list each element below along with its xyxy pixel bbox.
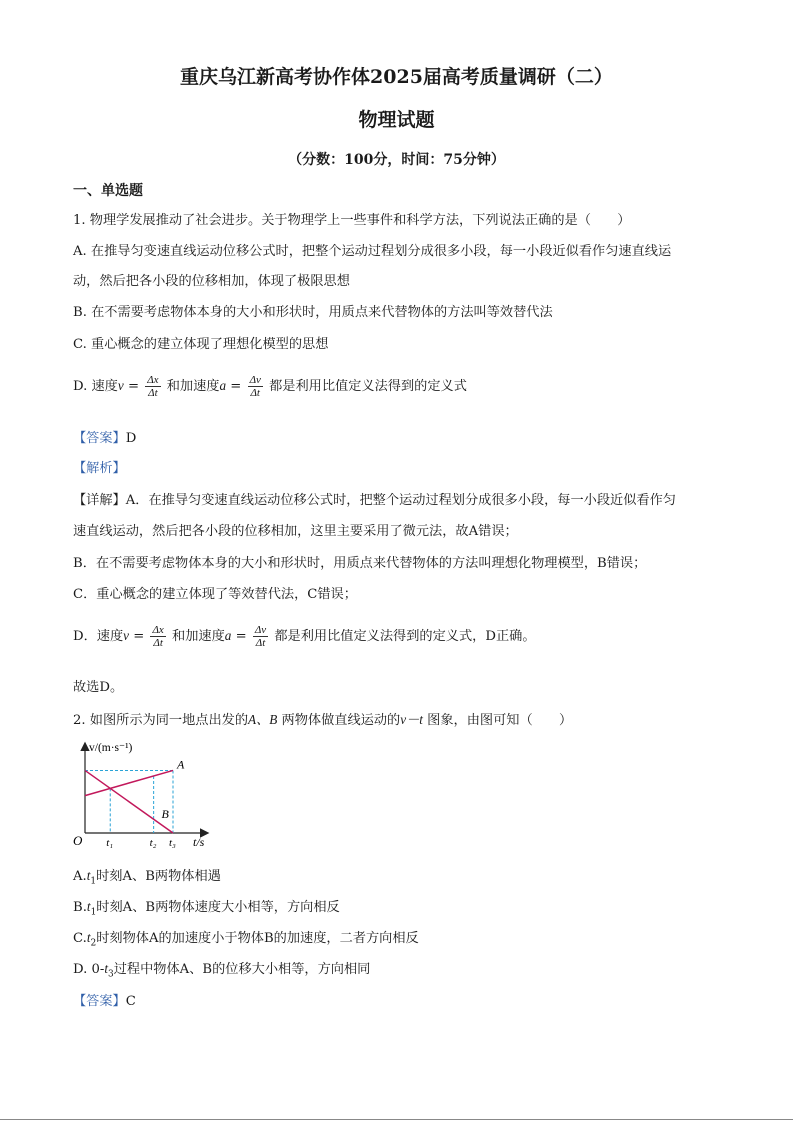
section-heading: 一、单选题 (73, 183, 143, 199)
q1-d-suffix: 都是利用比值定义法得到的定义式 (269, 379, 467, 394)
chart-series (85, 757, 185, 833)
q1-answer: 【答案】D (73, 431, 137, 446)
x-tick-label: t₃ (169, 837, 176, 849)
series-label-B: B (161, 807, 169, 822)
x-axis-label: t/s (193, 835, 205, 849)
q2-option-b: $B.t_1$时刻A、B两物体速度大小相等，方向相反 (73, 899, 340, 918)
q2-option-a: $A.t_1$时刻A、B两物体相遇 (73, 868, 221, 887)
q1-d-v: v (117, 378, 124, 393)
vt-graph (75, 738, 215, 850)
q1-detail-c: C．重心概念的建立体现了等效替代法，C错误； (73, 587, 357, 602)
q1-d-a: a (219, 378, 227, 393)
q1-detail-fraction-velocity: $\frac{\Delta x}{\Delta t}$ (152, 624, 164, 649)
series-line-A (85, 770, 173, 795)
chart-ticks (106, 837, 176, 849)
series-label-A: A (177, 757, 185, 772)
q1-detail-a-line2: 速直线运动，然后把各小段的位移相加，这里主要采用了微元法，故A错误； (73, 524, 518, 539)
q1-analysis-tag: 【解析】 (73, 461, 126, 476)
q1-d-eq: = (127, 379, 139, 394)
page-bottom-rule (0, 1119, 793, 1120)
q1-conclusion: 故选D。 (73, 680, 124, 695)
exam-meta: （分数：100分，时间：75分钟） (288, 152, 505, 168)
q2-option-c: $C.t_2$时刻物体A的加速度小于物体B的加速度，二者方向相反 (73, 930, 419, 949)
origin-label: O (73, 833, 83, 848)
q1-d-prefix: D. 速度 (73, 379, 118, 394)
q1-detail-d: D．速度v = $\frac{\Delta x}{\Delta t}$ 和加速度a = $\frac{\Delta v}{\Delta t}$ 都是利用比值定义法得到的定义式，D正确。 (73, 624, 536, 649)
q2-option-d: D. $0-t_3$过程中物体A、B的位移大小相等，方向相同 (73, 961, 371, 980)
q1-detail-a-line1: 【详解】A．在推导匀变速直线运动位移公式时，把整个运动过程划分成很多小段，每一小段近似看作匀 (73, 493, 676, 508)
document-title: 重庆乌江新高考协作体2025届高考质量调研（二） (180, 66, 613, 88)
x-tick-label: t₂ (149, 837, 157, 849)
q1-detail-b: B．在不需要考虑物体本身的大小和形状时，用质点来代替物体的方法叫理想化物理模型，B错误； (73, 556, 647, 571)
q2-answer: 【答案】C (73, 994, 136, 1009)
q1-option-c: C. 重心概念的建立体现了理想化模型的思想 (73, 337, 329, 352)
series-line-B (85, 770, 173, 833)
q1-option-a-line1: A. 在推导匀变速直线运动位移公式时，把整个运动过程划分成很多小段，每一小段近似看作匀速直线运 (73, 244, 672, 259)
q1-d-mid: 和加速度 (166, 379, 220, 394)
q1-option-a-line2: 动，然后把各小段的位移相加，体现了极限思想 (73, 274, 350, 289)
q1-option-b: B. 在不需要考虑物体本身的大小和形状时，用质点来代替物体的方法叫等效替代法 (73, 305, 553, 320)
q1-d-fraction-acceleration: $\frac{\Delta v}{\Delta t}$ (249, 374, 261, 399)
q1-detail-fraction-acceleration: $\frac{\Delta v}{\Delta t}$ (254, 624, 267, 649)
q2-stem: 2. 如图所示为同一地点出发的A、B 两物体做直线运动的v－t 图象，由图可知（ ） (73, 712, 573, 728)
q1-stem: 1. 物理学发展推动了社会进步。关于物理学上一些事件和科学方法，下列说法正确的是（ ） (73, 213, 631, 228)
x-tick-label: t₁ (106, 837, 114, 849)
q1-option-d (73, 366, 467, 407)
q1-d-eq2: = (230, 379, 242, 394)
y-axis-label: v/(m·s⁻¹) (89, 742, 133, 754)
subject-title: 物理试题 (358, 109, 435, 131)
q1-d-fraction-velocity: $\frac{\Delta x}{\Delta t}$ (147, 374, 159, 399)
